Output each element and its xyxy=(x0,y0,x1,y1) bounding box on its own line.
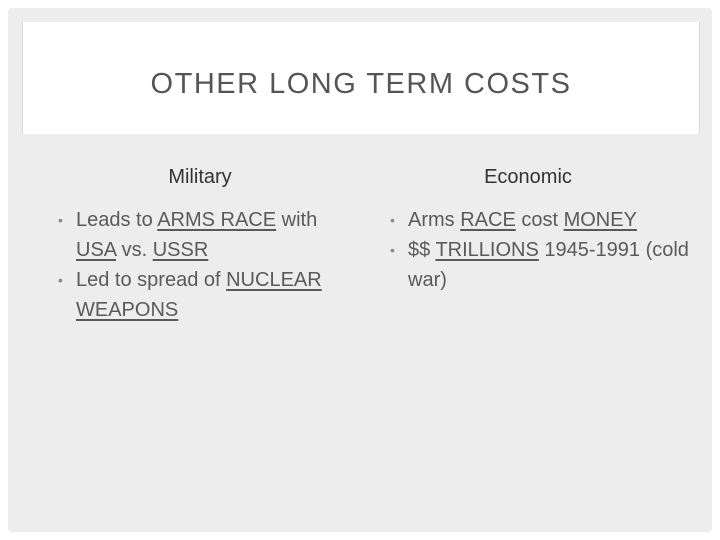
bullet-icon: • xyxy=(58,212,63,228)
bullet-text: Led to spread of xyxy=(76,269,227,291)
bullet-text: Arms xyxy=(408,209,461,231)
bullet-icon: • xyxy=(390,212,395,228)
economic-bullet-list xyxy=(388,205,698,295)
ussr-term: USSR xyxy=(152,239,209,261)
economic-bullet-2 xyxy=(388,235,698,295)
bullet-icon: • xyxy=(58,272,63,288)
bullet-text: $$ xyxy=(408,239,436,261)
bullet-text: with xyxy=(276,209,318,231)
bullet-text: Leads to xyxy=(76,209,158,231)
military-bullet-list xyxy=(56,205,346,325)
bullet-text: vs. xyxy=(116,239,153,261)
military-bullet-2 xyxy=(56,265,346,325)
trillions-term: TRILLIONS xyxy=(435,239,539,261)
arms-race-term: ARMS RACE xyxy=(157,209,277,231)
economic-heading: Economic xyxy=(484,166,572,188)
money-term: MONEY xyxy=(563,209,637,231)
military-bullet-1 xyxy=(56,205,346,265)
bullet-icon: • xyxy=(390,242,395,258)
nuclear-weapons-term: NUCLEAR WEAPONS xyxy=(76,269,322,321)
title-band xyxy=(22,22,700,134)
usa-term: USA xyxy=(76,239,117,261)
military-heading: Military xyxy=(168,166,232,188)
race-term: RACE xyxy=(460,209,516,231)
bullet-text: cost xyxy=(515,209,564,231)
economic-bullet-1 xyxy=(388,205,698,235)
slide xyxy=(8,8,712,532)
bullet-text: 1945-1991 (cold war) xyxy=(408,239,689,291)
slide-title: OTHER LONG TERM COSTS xyxy=(150,68,572,100)
